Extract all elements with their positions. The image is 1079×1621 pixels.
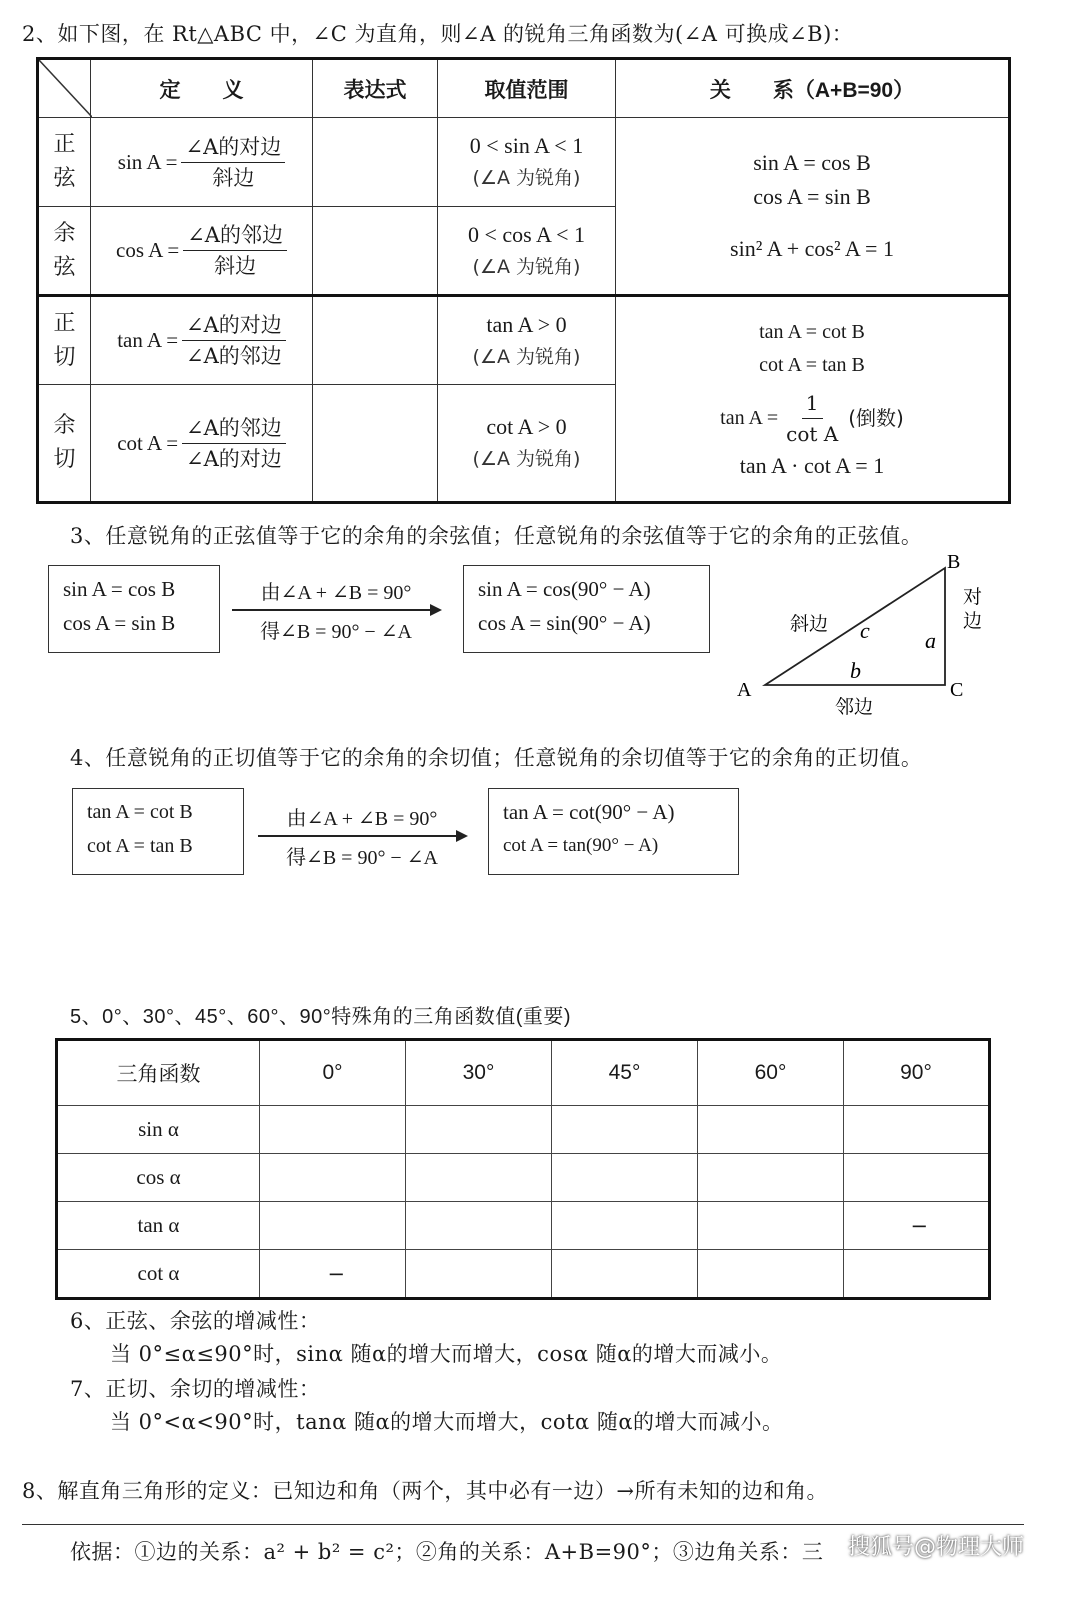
header-relation: 关 系（A+B=90） (616, 59, 1010, 118)
header-definition: 定 义 (91, 59, 313, 118)
cell-cot-90 (844, 1250, 990, 1299)
header-45deg: 45° (552, 1040, 698, 1106)
label-opposite-char: 对 (963, 586, 983, 608)
relation-tan-cot: tan A = cot B cot A = tan B tan A = $\frac{1}{\text{cot A}}$ (倒数) tan A · cot A = 1 (616, 296, 1010, 503)
header-expression: 表达式 (313, 59, 438, 118)
row-label-cot: cot α (57, 1250, 260, 1299)
expression-cotangent (313, 385, 438, 503)
sec4-box-result: tan A = cot(90° − A) cot A = tan(90° − A) (488, 788, 739, 875)
sec4-box-complement: tan A = cot B cot A = tan B (72, 788, 244, 875)
cell-cos-60 (698, 1154, 844, 1202)
vertex-a: A (737, 679, 752, 701)
row-name-cotangent: 余切 (38, 385, 91, 503)
sec3-box-complement: sin A = cos B cos A = sin B (48, 565, 220, 653)
vertex-b: B (947, 551, 961, 573)
section-8-title: 8、解直角三角形的定义：已知边和角（两个，其中必有一边）→所有未知的边和角。 (22, 1479, 828, 1503)
cell-cos-0 (260, 1154, 406, 1202)
label-adjacent: 邻边 (835, 696, 874, 718)
cell-tan-30 (406, 1202, 552, 1250)
cell-sin-90 (844, 1106, 990, 1154)
section-6-title: 6、正弦、余弦的增减性： (70, 1309, 321, 1333)
trig-definitions-table (36, 57, 1011, 504)
side-b: b (850, 658, 861, 683)
section-4-title: 4、任意锐角的正切值等于它的余角的余切值；任意锐角的余切值等于它的余角的正切值。 (70, 746, 923, 770)
expression-tangent (313, 296, 438, 385)
row-label-tan: tan α (57, 1202, 260, 1250)
row-name-sine: 正弦 (38, 118, 91, 207)
cell-cos-30 (406, 1154, 552, 1202)
cell-cos-45 (552, 1154, 698, 1202)
cell-sin-30 (406, 1106, 552, 1154)
row-name-tangent: 正切 (38, 296, 91, 385)
side-a: a (925, 628, 936, 653)
definition-sine: sin A = ∠A的对边 斜边 (91, 118, 313, 207)
cell-cot-60 (698, 1250, 844, 1299)
cell-sin-45 (552, 1106, 698, 1154)
cell-cot-45 (552, 1250, 698, 1299)
cell-tan-0 (260, 1202, 406, 1250)
section-7-title: 7、正切、余切的增减性： (70, 1377, 321, 1401)
row-label-sin: sin α (57, 1106, 260, 1154)
range-sine: 0 < sin A < 1 (∠A 为锐角) (438, 118, 616, 207)
sec4-arrow-line (258, 835, 466, 837)
sec3-box-result: sin A = cos(90° − A) cos A = sin(90° − A) (463, 565, 710, 653)
header-range: 取值范围 (438, 59, 616, 118)
section-2-title: 2、如下图，在 Rt△ABC 中，∠C 为直角，则∠A 的锐角三角函数为(∠A 可换成∠B)： (22, 22, 854, 46)
expression-cosine (313, 207, 438, 296)
row-name-cosine: 余弦 (38, 207, 91, 296)
right-triangle-diagram (725, 548, 1025, 723)
header-60deg: 60° (698, 1040, 844, 1106)
divider-line (22, 1524, 1024, 1525)
cell-tan-60 (698, 1202, 844, 1250)
sec4-arrow: 由∠A + ∠B = 90° 得∠B = 90° − ∠A (258, 802, 466, 870)
label-opposite-char: 边 (963, 610, 983, 632)
section-6-body: 当 0°≤α≤90°时，sinα 随α的增大而增大，cosα 随α的增大而减小。 (110, 1342, 783, 1366)
diagonal-line (39, 60, 92, 117)
definition-cosine: cos A = ∠A的邻边 斜边 (91, 207, 313, 296)
cell-tan-90: − (844, 1202, 990, 1250)
cell-sin-60 (698, 1106, 844, 1154)
sec3-arrow-line (232, 609, 440, 611)
basis-text: 依据：①边的关系：a² + b² = c²；②角的关系：A+B=90°；③边角关系：三 (70, 1540, 824, 1564)
range-cotangent: cot A > 0 (∠A 为锐角) (438, 385, 616, 503)
relation-sin-cos: sin A = cos B cos A = sin B sin² A + cos² A = 1 (616, 118, 1010, 296)
cell-tan-45 (552, 1202, 698, 1250)
section-7-body: 当 0°<α<90°时，tanα 随α的增大而增大，cotα 随α的增大而减小。 (110, 1410, 784, 1434)
cell-cot-0: − (260, 1250, 406, 1299)
special-angle-table (55, 1038, 991, 1300)
cell-cos-90 (844, 1154, 990, 1202)
header-90deg: 90° (844, 1040, 990, 1106)
range-tangent: tan A > 0 (∠A 为锐角) (438, 296, 616, 385)
header-function: 三角函数 (57, 1040, 260, 1106)
definition-tangent: tan A = ∠A的对边 ∠A的邻边 (91, 296, 313, 385)
range-cosine: 0 < cos A < 1 (∠A 为锐角) (438, 207, 616, 296)
sec3-arrow: 由∠A + ∠B = 90° 得∠B = 90° − ∠A (232, 576, 440, 644)
expression-sine (313, 118, 438, 207)
header-30deg: 30° (406, 1040, 552, 1106)
cell-sin-0 (260, 1106, 406, 1154)
diagonal-corner-cell (38, 59, 91, 118)
side-c: c (860, 618, 870, 643)
section-5-title: 5、0°、30°、45°、60°、90°特殊角的三角函数值(重要) (70, 1006, 572, 1028)
row-label-cos: cos α (57, 1154, 260, 1202)
watermark: 搜狐号@物理大师 (847, 1535, 1024, 1560)
label-hypotenuse: 斜边 (790, 613, 829, 635)
header-0deg: 0° (260, 1040, 406, 1106)
label-opposite (963, 586, 982, 632)
definition-cotangent: cot A = ∠A的邻边 ∠A的对边 (91, 385, 313, 503)
section-3-title: 3、任意锐角的正弦值等于它的余角的余弦值；任意锐角的余弦值等于它的余角的正弦值。 (70, 524, 923, 548)
cell-cot-30 (406, 1250, 552, 1299)
vertex-c: C (950, 679, 964, 701)
